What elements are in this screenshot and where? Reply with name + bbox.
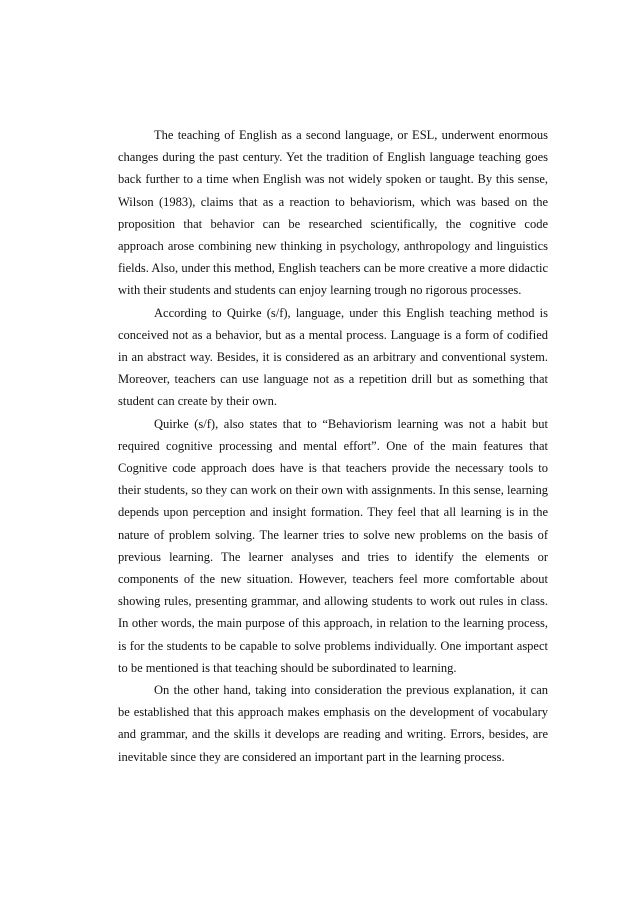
paragraph-1: The teaching of English as a second language, or ESL, underwent enormous changes during the past century. Yet the tradition of English language teaching goes back further to a time when English was not widely spoken or taught. By this sense, Wilson (1983), claims that as a reaction to behaviorism, which was based on the proposition that behavior can be researched scientifically, the cognitive code approach arose combining new thinking in psychology, anthropology and linguistics fields. Also, under this method, English teachers can be more creative a more didactic with their students and students can enjoy learning trough no rigorous processes.: [118, 128, 548, 298]
document-body: [118, 124, 548, 768]
paragraph-3: Quirke (s/f), also states that to “Behaviorism learning was not a habit but required cognitive processing and mental effort”. One of the main features that Cognitive code approach does have is that teachers provide the necessary tools to their students, so they can work on their own with assignments. In this sense, learning depends upon perception and insight formation. They feel that all learning is in the nature of problem solving. The learner tries to solve new problems on the basis of previous learning. The learner analyses and tries to identify the elements or components of the new situation. However, teachers feel more comfortable about showing rules, presenting grammar, and allowing students to work out rules in class. In other words, the main purpose of this approach, in relation to the learning process, is for the students to be capable to solve problems individually. One important aspect to be mentioned is that teaching should be subordinated to learning.: [118, 416, 548, 675]
paragraph-2: According to Quirke (s/f), language, under this English teaching method is conceived not as a behavior, but as a mental process. Language is a form of codified in an abstract way. Besides, it is considered as an arbitrary and conventional system. Moreover, teachers can use language not as a repetition drill but as something that student can create by their own.: [118, 305, 548, 409]
paragraph-4: On the other hand, taking into consideration the previous explanation, it can be established that this approach makes emphasis on the development of vocabulary and grammar, and the skills it develops are reading and writing. Errors, besides, are inevitable since they are considered an important part in the learning process.: [118, 683, 548, 764]
